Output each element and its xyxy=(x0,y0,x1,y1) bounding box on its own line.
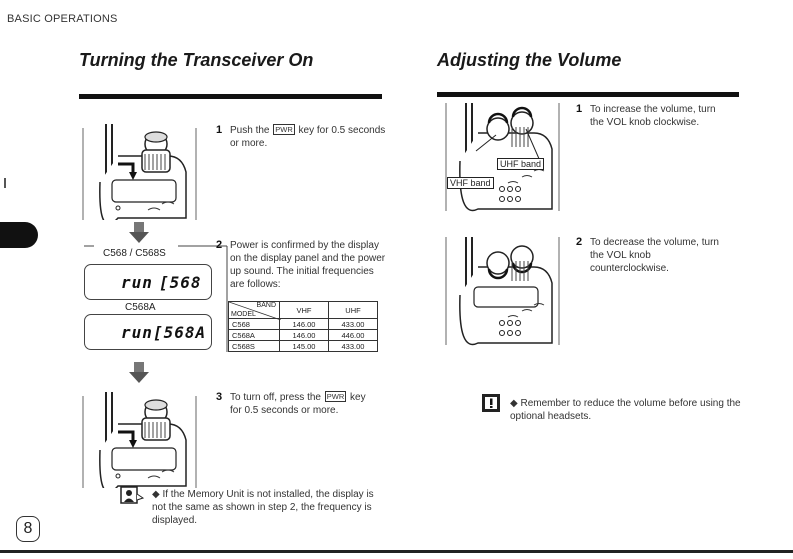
initial-frequency-table xyxy=(228,301,378,352)
step-2-power-confirm: 2 Power is confirmed by the display on the display panel and the power up sound. The initial frequencies are follows: xyxy=(216,239,386,290)
bullet-icon: ◆ xyxy=(510,398,521,409)
adjusting-volume-title: Adjusting the Volume xyxy=(437,50,622,70)
radio-illustration-volume-decrease xyxy=(444,233,564,348)
lcd-run-text: run xyxy=(121,323,153,342)
radio-illustration-power-off xyxy=(78,388,198,488)
down-arrow-icon xyxy=(128,362,150,384)
radio-illustration-power xyxy=(78,120,198,220)
edge-mark xyxy=(4,178,6,188)
lcd-run-text: run xyxy=(121,273,153,292)
bottom-rule xyxy=(0,550,793,553)
lcd-label-c568-c568s: C568 / C568S xyxy=(103,248,166,259)
lcd-display-c568 xyxy=(84,264,212,300)
lcd-model-code: [568 xyxy=(159,273,202,292)
title-rule-left xyxy=(79,94,382,99)
section-tab xyxy=(0,222,38,248)
lcd-label-c568a: C568A xyxy=(125,302,156,313)
title-rule-right xyxy=(437,92,739,97)
step-2-volume-down: 2 To decrease the volume, turn the VOL knob counterclockwise. xyxy=(576,236,719,274)
uhf-band-callout: UHF band xyxy=(497,158,544,170)
down-arrow-icon xyxy=(128,222,150,244)
step-1-power-on: 1 Push the PWR key for 0.5 seconds or more. xyxy=(216,124,386,149)
pwr-key: PWR xyxy=(275,125,293,134)
warning-exclamation-icon xyxy=(482,394,500,412)
table-row: C568A 146.00 446.00 xyxy=(229,330,378,341)
step-1-volume-up: 1 To increase the volume, turn the VOL knob clockwise. xyxy=(576,103,716,128)
table-header-row xyxy=(229,302,378,319)
pwr-key: PWR xyxy=(326,392,345,401)
table-row: C568 146.00 433.00 xyxy=(229,319,378,330)
memory-unit-note: ◆ If the Memory Unit is not installed, the display is not the same as shown in step 2, the frequency is displayed. xyxy=(152,489,374,526)
vhf-band-callout: VHF band xyxy=(447,177,494,189)
band-model-header: BAND MODEL xyxy=(229,302,280,319)
vhf-header: VHF xyxy=(280,302,329,319)
table-row: C568S 145.00 433.00 xyxy=(229,341,378,352)
turning-on-title: Turning the Transceiver On xyxy=(79,50,314,70)
lcd-model-code: [568A xyxy=(153,323,207,342)
lcd-display-c568a xyxy=(84,314,212,350)
headset-volume-note: ◆ Remember to reduce the volume before using the optional headsets. xyxy=(510,398,741,422)
radio-illustration-volume-increase xyxy=(444,99,564,214)
step-3-power-off: 3 To turn off, press the PWR key for 0.5 seconds or more. xyxy=(216,391,366,416)
section-header: BASIC OPERATIONS xyxy=(7,13,118,25)
note-person-icon xyxy=(120,486,144,508)
page-number: 8 xyxy=(16,516,40,542)
bullet-icon: ◆ xyxy=(152,489,163,500)
uhf-header: UHF xyxy=(329,302,378,319)
